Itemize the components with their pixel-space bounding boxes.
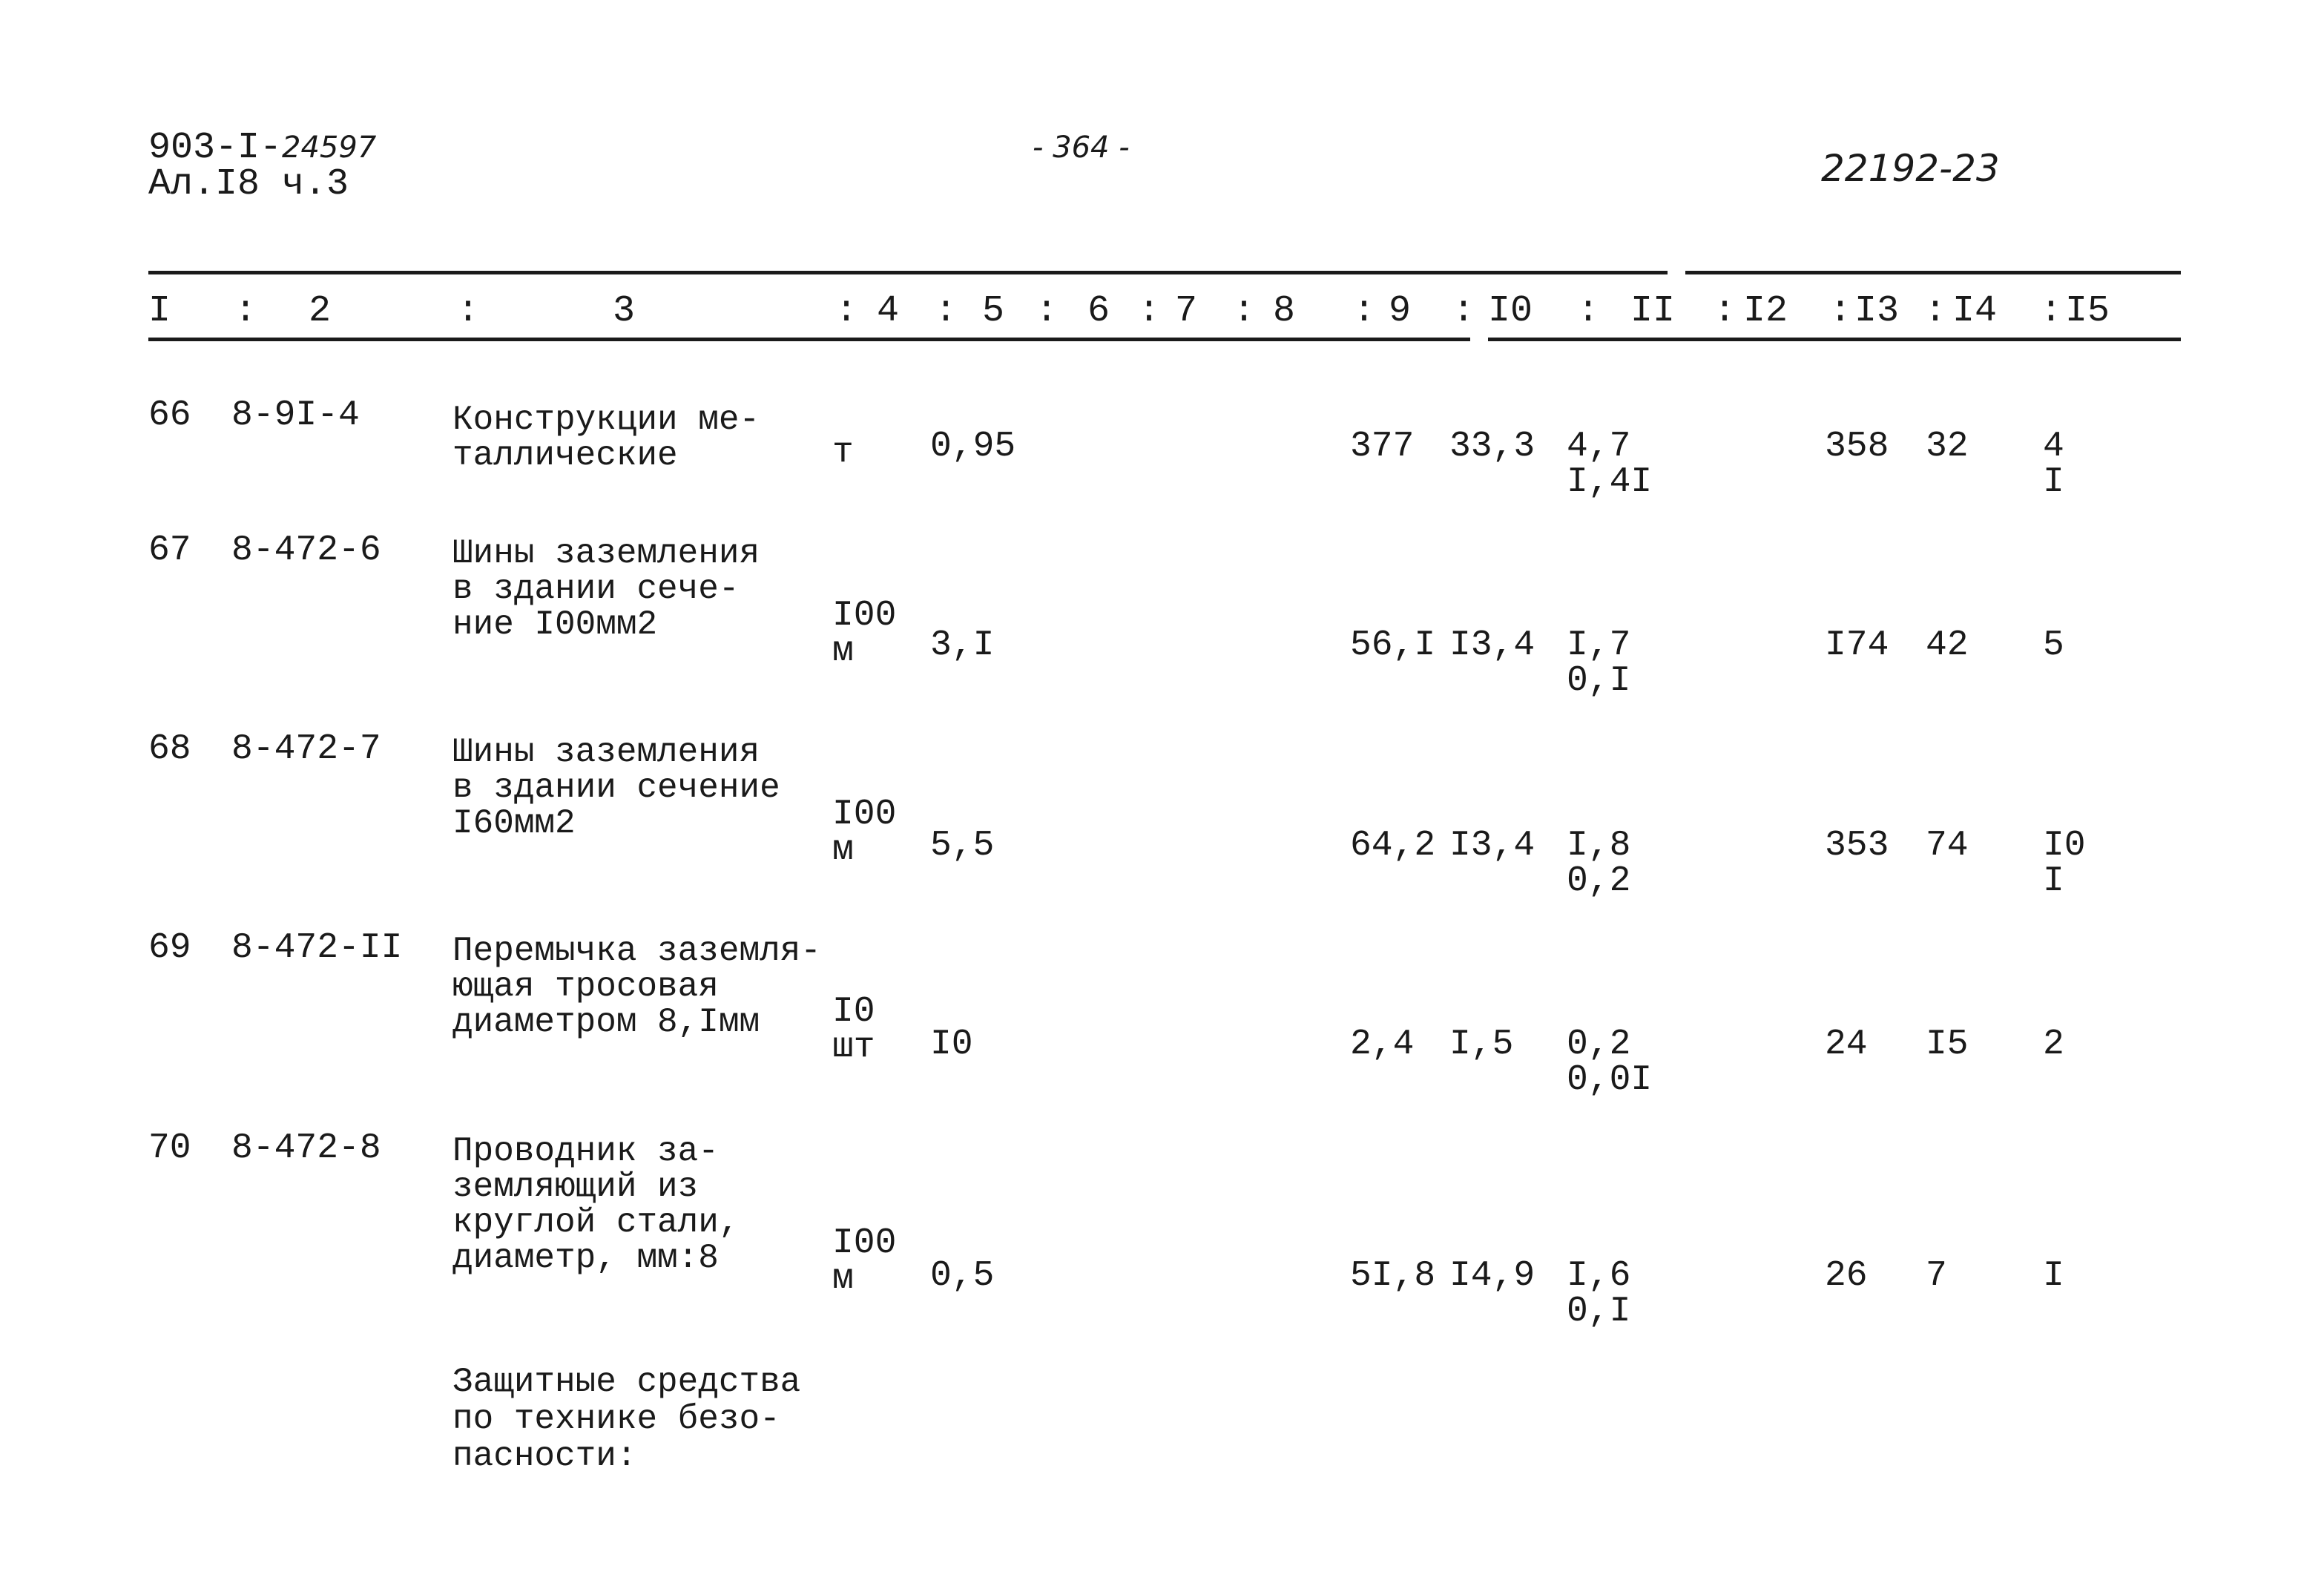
table-header-rule-left xyxy=(148,338,1470,341)
row-col-9: 377 xyxy=(1350,427,1415,467)
row-col-15: 4 I xyxy=(2043,427,2064,502)
row-number: 68 xyxy=(148,729,191,769)
row-col-13: I74 xyxy=(1825,625,1889,665)
row-description: Перемычка заземля- ющая тросовая диаметром 8,Iмм xyxy=(452,932,821,1042)
row-unit: т xyxy=(832,432,854,473)
row-col-13: 24 xyxy=(1825,1024,1868,1065)
row-col-10: I,5 xyxy=(1449,1024,1514,1065)
column-header-11: II xyxy=(1630,290,1676,332)
table-top-rule-left xyxy=(148,271,1668,274)
column-separator: : xyxy=(1829,290,1852,332)
row-col-14: 42 xyxy=(1926,625,1969,665)
row-unit: I00 м xyxy=(832,1223,897,1299)
column-separator: : xyxy=(1138,290,1161,332)
column-separator: : xyxy=(1353,290,1376,332)
row-col-13: 26 xyxy=(1825,1256,1868,1296)
row-col-9: 5I,8 xyxy=(1350,1256,1436,1296)
section-note: Защитные средства по технике безо- пасности: xyxy=(452,1363,801,1476)
row-description: Шины заземления в здании сече- ние I00мм2 xyxy=(452,534,760,644)
row-col-9: 56,I xyxy=(1350,625,1436,665)
column-header-10: I0 xyxy=(1488,290,1533,332)
row-code: 8-472-II xyxy=(231,928,403,968)
column-header-13: I3 xyxy=(1854,290,1900,332)
row-col-11: I,7 0,I xyxy=(1567,625,1631,701)
column-separator: : xyxy=(2040,290,2063,332)
column-header-1: I xyxy=(148,290,171,332)
row-col-11: 4,7 I,4I xyxy=(1567,427,1653,502)
row-description: Проводник за- земляющий из круглой стали, диаметр, мм:8 xyxy=(452,1132,740,1277)
row-col-10: I3,4 xyxy=(1449,625,1535,665)
row-quantity: 0,95 xyxy=(930,427,1016,467)
row-col-13: 358 xyxy=(1825,427,1889,467)
column-header-7: 7 xyxy=(1175,290,1198,332)
document-code xyxy=(148,128,376,168)
row-col-15: 2 xyxy=(2043,1024,2064,1065)
column-header-6: 6 xyxy=(1087,290,1110,332)
row-code: 8-472-6 xyxy=(231,530,381,570)
column-header-12: I2 xyxy=(1743,290,1788,332)
row-number: 70 xyxy=(148,1128,191,1168)
row-unit: I00 м xyxy=(832,794,897,870)
column-separator: : xyxy=(234,290,257,332)
column-separator: : xyxy=(1714,290,1737,332)
row-col-15: I0 I xyxy=(2043,826,2086,901)
row-col-14: 74 xyxy=(1926,826,1969,866)
row-code: 8-472-7 xyxy=(231,729,381,769)
table-top-rule-right xyxy=(1685,271,2181,274)
document-code-handwritten: 24597 xyxy=(282,131,377,165)
row-col-11: 0,2 0,0I xyxy=(1567,1024,1653,1100)
column-header-15: I5 xyxy=(2065,290,2110,332)
row-unit: I00 м xyxy=(832,596,897,671)
row-quantity: I0 xyxy=(930,1024,973,1065)
column-header-9: 9 xyxy=(1389,290,1412,332)
row-code: 8-9I-4 xyxy=(231,395,360,435)
row-quantity: 5,5 xyxy=(930,826,995,866)
column-header-5: 5 xyxy=(982,290,1005,332)
column-separator: : xyxy=(1233,290,1256,332)
row-col-14: 32 xyxy=(1926,427,1969,467)
row-description: Конструкции ме- таллические xyxy=(452,401,760,475)
column-separator: : xyxy=(1577,290,1600,332)
table-header-rule-right xyxy=(1488,338,2181,341)
row-col-9: 64,2 xyxy=(1350,826,1436,866)
row-number: 66 xyxy=(148,395,191,435)
row-col-10: I4,9 xyxy=(1449,1256,1535,1296)
column-separator: : xyxy=(835,290,858,332)
column-separator: : xyxy=(1452,290,1475,332)
column-header-2: 2 xyxy=(309,290,332,332)
row-code: 8-472-8 xyxy=(231,1128,381,1168)
row-col-10: I3,4 xyxy=(1449,826,1535,866)
column-separator: : xyxy=(935,290,958,332)
row-col-14: I5 xyxy=(1926,1024,1969,1065)
row-col-11: I,8 0,2 xyxy=(1567,826,1631,901)
column-separator: : xyxy=(457,290,480,332)
row-col-11: I,6 0,I xyxy=(1567,1256,1631,1332)
column-header-3: 3 xyxy=(613,290,636,332)
column-separator: : xyxy=(1924,290,1947,332)
row-unit: I0 шт xyxy=(832,992,875,1067)
row-col-15: 5 xyxy=(2043,625,2064,665)
column-separator: : xyxy=(1036,290,1059,332)
row-col-15: I xyxy=(2043,1256,2064,1296)
row-number: 69 xyxy=(148,928,191,968)
row-col-9: 2,4 xyxy=(1350,1024,1415,1065)
column-header-14: I4 xyxy=(1952,290,1998,332)
row-col-10: 33,3 xyxy=(1449,427,1535,467)
row-description: Шины заземления в здании сечение I60мм2 xyxy=(452,733,780,843)
row-quantity: 3,I xyxy=(930,625,995,665)
row-quantity: 0,5 xyxy=(930,1256,995,1296)
album-label: Ал.I8 ч.3 xyxy=(148,163,349,205)
page-number: - 364 - xyxy=(1033,131,1130,165)
sheet-code: 22192-23 xyxy=(1821,147,2000,190)
column-header-4: 4 xyxy=(877,290,900,332)
column-header-8: 8 xyxy=(1273,290,1296,332)
row-col-14: 7 xyxy=(1926,1256,1947,1296)
document-code-printed: 903-I- xyxy=(148,127,283,169)
row-col-13: 353 xyxy=(1825,826,1889,866)
row-number: 67 xyxy=(148,530,191,570)
